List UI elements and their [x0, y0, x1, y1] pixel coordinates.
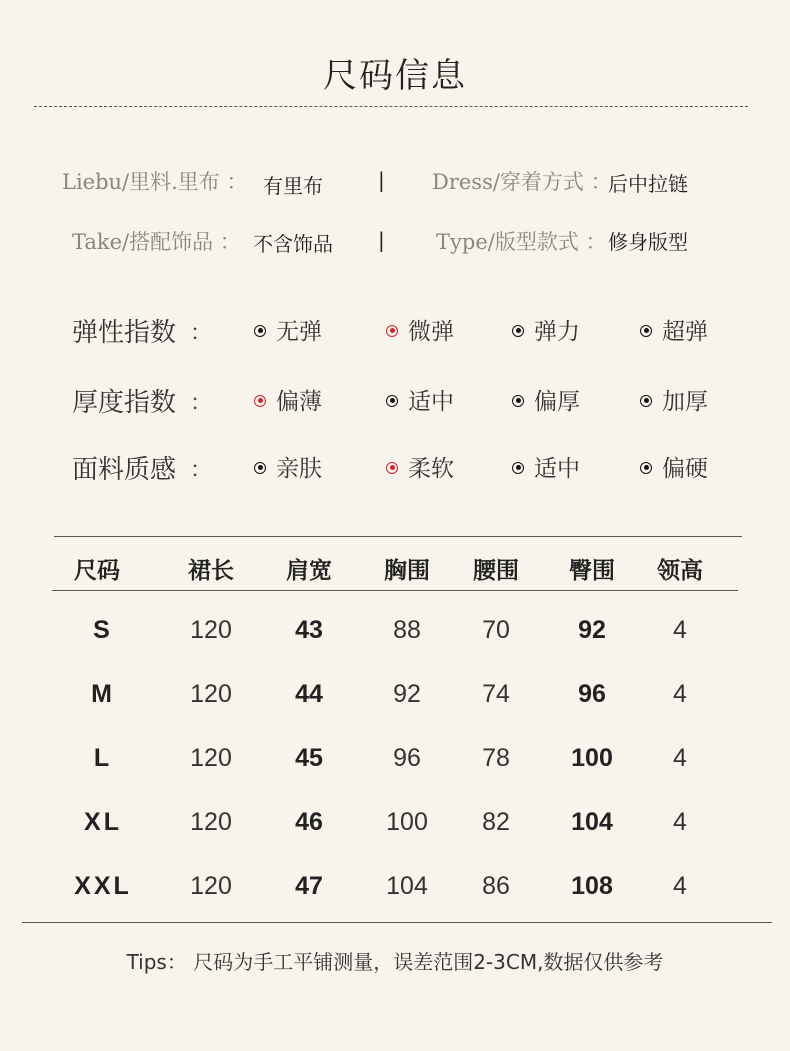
radio-icon — [640, 325, 652, 337]
cell-bust: 96 — [393, 744, 421, 772]
elasticity-option — [512, 313, 580, 346]
lining-label: Liebu/里料.里布 ： — [62, 170, 248, 194]
cell-bust: 88 — [393, 616, 421, 644]
thickness-option — [386, 383, 454, 416]
type-value: 修身版型 — [608, 230, 688, 254]
radio-icon — [512, 462, 524, 474]
cell-size: XL — [84, 808, 122, 836]
option-label: 无弹 — [276, 319, 322, 345]
cell-bust: 92 — [393, 680, 421, 708]
cell-waist: 78 — [482, 744, 510, 772]
elasticity-label: 弹性指数 — [72, 318, 177, 348]
radio-icon — [512, 395, 524, 407]
option-label: 偏薄 — [276, 389, 322, 415]
cell-collar: 4 — [673, 680, 687, 708]
cell-shoulder: 46 — [295, 808, 323, 836]
cell-collar: 4 — [673, 616, 687, 644]
cell-size: XXL — [74, 872, 132, 900]
cell-collar: 4 — [673, 872, 687, 900]
cell-size: S — [93, 616, 113, 644]
table-bottom-rule — [22, 922, 772, 923]
cell-length: 120 — [190, 616, 232, 644]
column-header-shoulder: 肩宽 — [286, 557, 332, 584]
texture-option — [640, 450, 708, 483]
take-value: 不含饰品 — [253, 232, 333, 256]
thickness-option — [512, 383, 580, 416]
dashed-divider — [34, 106, 748, 107]
table-header-rule — [52, 590, 738, 591]
radio-icon — [640, 462, 652, 474]
table-top-rule — [54, 536, 742, 537]
texture-option — [254, 450, 322, 483]
lining-value: 有里布 — [263, 174, 323, 198]
cell-shoulder: 44 — [295, 680, 323, 708]
page-title: 尺码信息 — [323, 56, 467, 96]
tips-note: Tips： 尺码为手工平铺测量，误差范围2-3CM,数据仅供参考 — [126, 950, 664, 974]
cell-waist: 74 — [482, 680, 510, 708]
option-label: 加厚 — [662, 389, 708, 415]
cell-length: 120 — [190, 808, 232, 836]
column-header-size: 尺码 — [74, 557, 120, 584]
texture-option — [512, 450, 580, 483]
texture-label: 面料质感 — [72, 455, 177, 485]
texture-option — [386, 450, 454, 483]
elasticity-option — [640, 313, 708, 346]
option-label: 偏厚 — [534, 389, 580, 415]
thickness-option — [254, 383, 322, 416]
cell-hip: 100 — [571, 744, 613, 772]
column-header-waist: 腰围 — [473, 557, 519, 584]
thickness-option — [640, 383, 708, 416]
cell-size: L — [93, 744, 113, 772]
radio-selected-icon — [386, 325, 398, 337]
column-header-hip: 臀围 — [569, 557, 615, 584]
cell-length: 120 — [190, 744, 232, 772]
thickness-label: 厚度指数 — [72, 388, 177, 418]
dress-value: 后中拉链 — [608, 172, 688, 196]
cell-hip: 96 — [578, 680, 606, 708]
cell-shoulder: 45 — [295, 744, 323, 772]
cell-hip: 92 — [578, 616, 606, 644]
elasticity-option — [254, 313, 322, 346]
option-label: 亲肤 — [276, 456, 322, 482]
option-label: 适中 — [534, 456, 580, 482]
option-label: 弹力 — [534, 319, 580, 345]
cell-bust: 104 — [386, 872, 428, 900]
take-label: Take/搭配饰品 ： — [72, 230, 241, 254]
cell-size: M — [91, 680, 115, 708]
separator: | — [378, 228, 385, 252]
option-label: 适中 — [408, 389, 454, 415]
cell-waist: 70 — [482, 616, 510, 644]
elasticity-colon: ： — [190, 321, 213, 346]
radio-selected-icon — [386, 462, 398, 474]
radio-selected-icon — [254, 395, 266, 407]
column-header-collar: 领高 — [657, 557, 703, 584]
cell-hip: 104 — [571, 808, 613, 836]
type-label: Type/版型款式 ： — [436, 230, 607, 254]
option-label: 微弹 — [408, 319, 454, 345]
radio-icon — [512, 325, 524, 337]
info-row-2 — [0, 226, 790, 256]
cell-length: 120 — [190, 680, 232, 708]
radio-icon — [640, 395, 652, 407]
radio-icon — [254, 325, 266, 337]
column-header-bust: 胸围 — [384, 557, 430, 584]
cell-waist: 86 — [482, 872, 510, 900]
radio-icon — [386, 395, 398, 407]
cell-hip: 108 — [571, 872, 613, 900]
texture-colon: ： — [190, 458, 213, 483]
thickness-colon: ： — [190, 391, 213, 416]
radio-icon — [254, 462, 266, 474]
option-label: 柔软 — [408, 456, 454, 482]
elasticity-option — [386, 313, 454, 346]
cell-shoulder: 47 — [295, 872, 323, 900]
cell-collar: 4 — [673, 808, 687, 836]
cell-bust: 100 — [386, 808, 428, 836]
option-label: 偏硬 — [662, 456, 708, 482]
cell-shoulder: 43 — [295, 616, 323, 644]
option-label: 超弹 — [662, 319, 708, 345]
cell-collar: 4 — [673, 744, 687, 772]
separator: | — [378, 168, 385, 192]
column-header-length: 裙长 — [188, 557, 234, 584]
cell-length: 120 — [190, 872, 232, 900]
info-row-1 — [0, 166, 790, 196]
dress-label: Dress/穿着方式 ： — [432, 170, 612, 194]
cell-waist: 82 — [482, 808, 510, 836]
